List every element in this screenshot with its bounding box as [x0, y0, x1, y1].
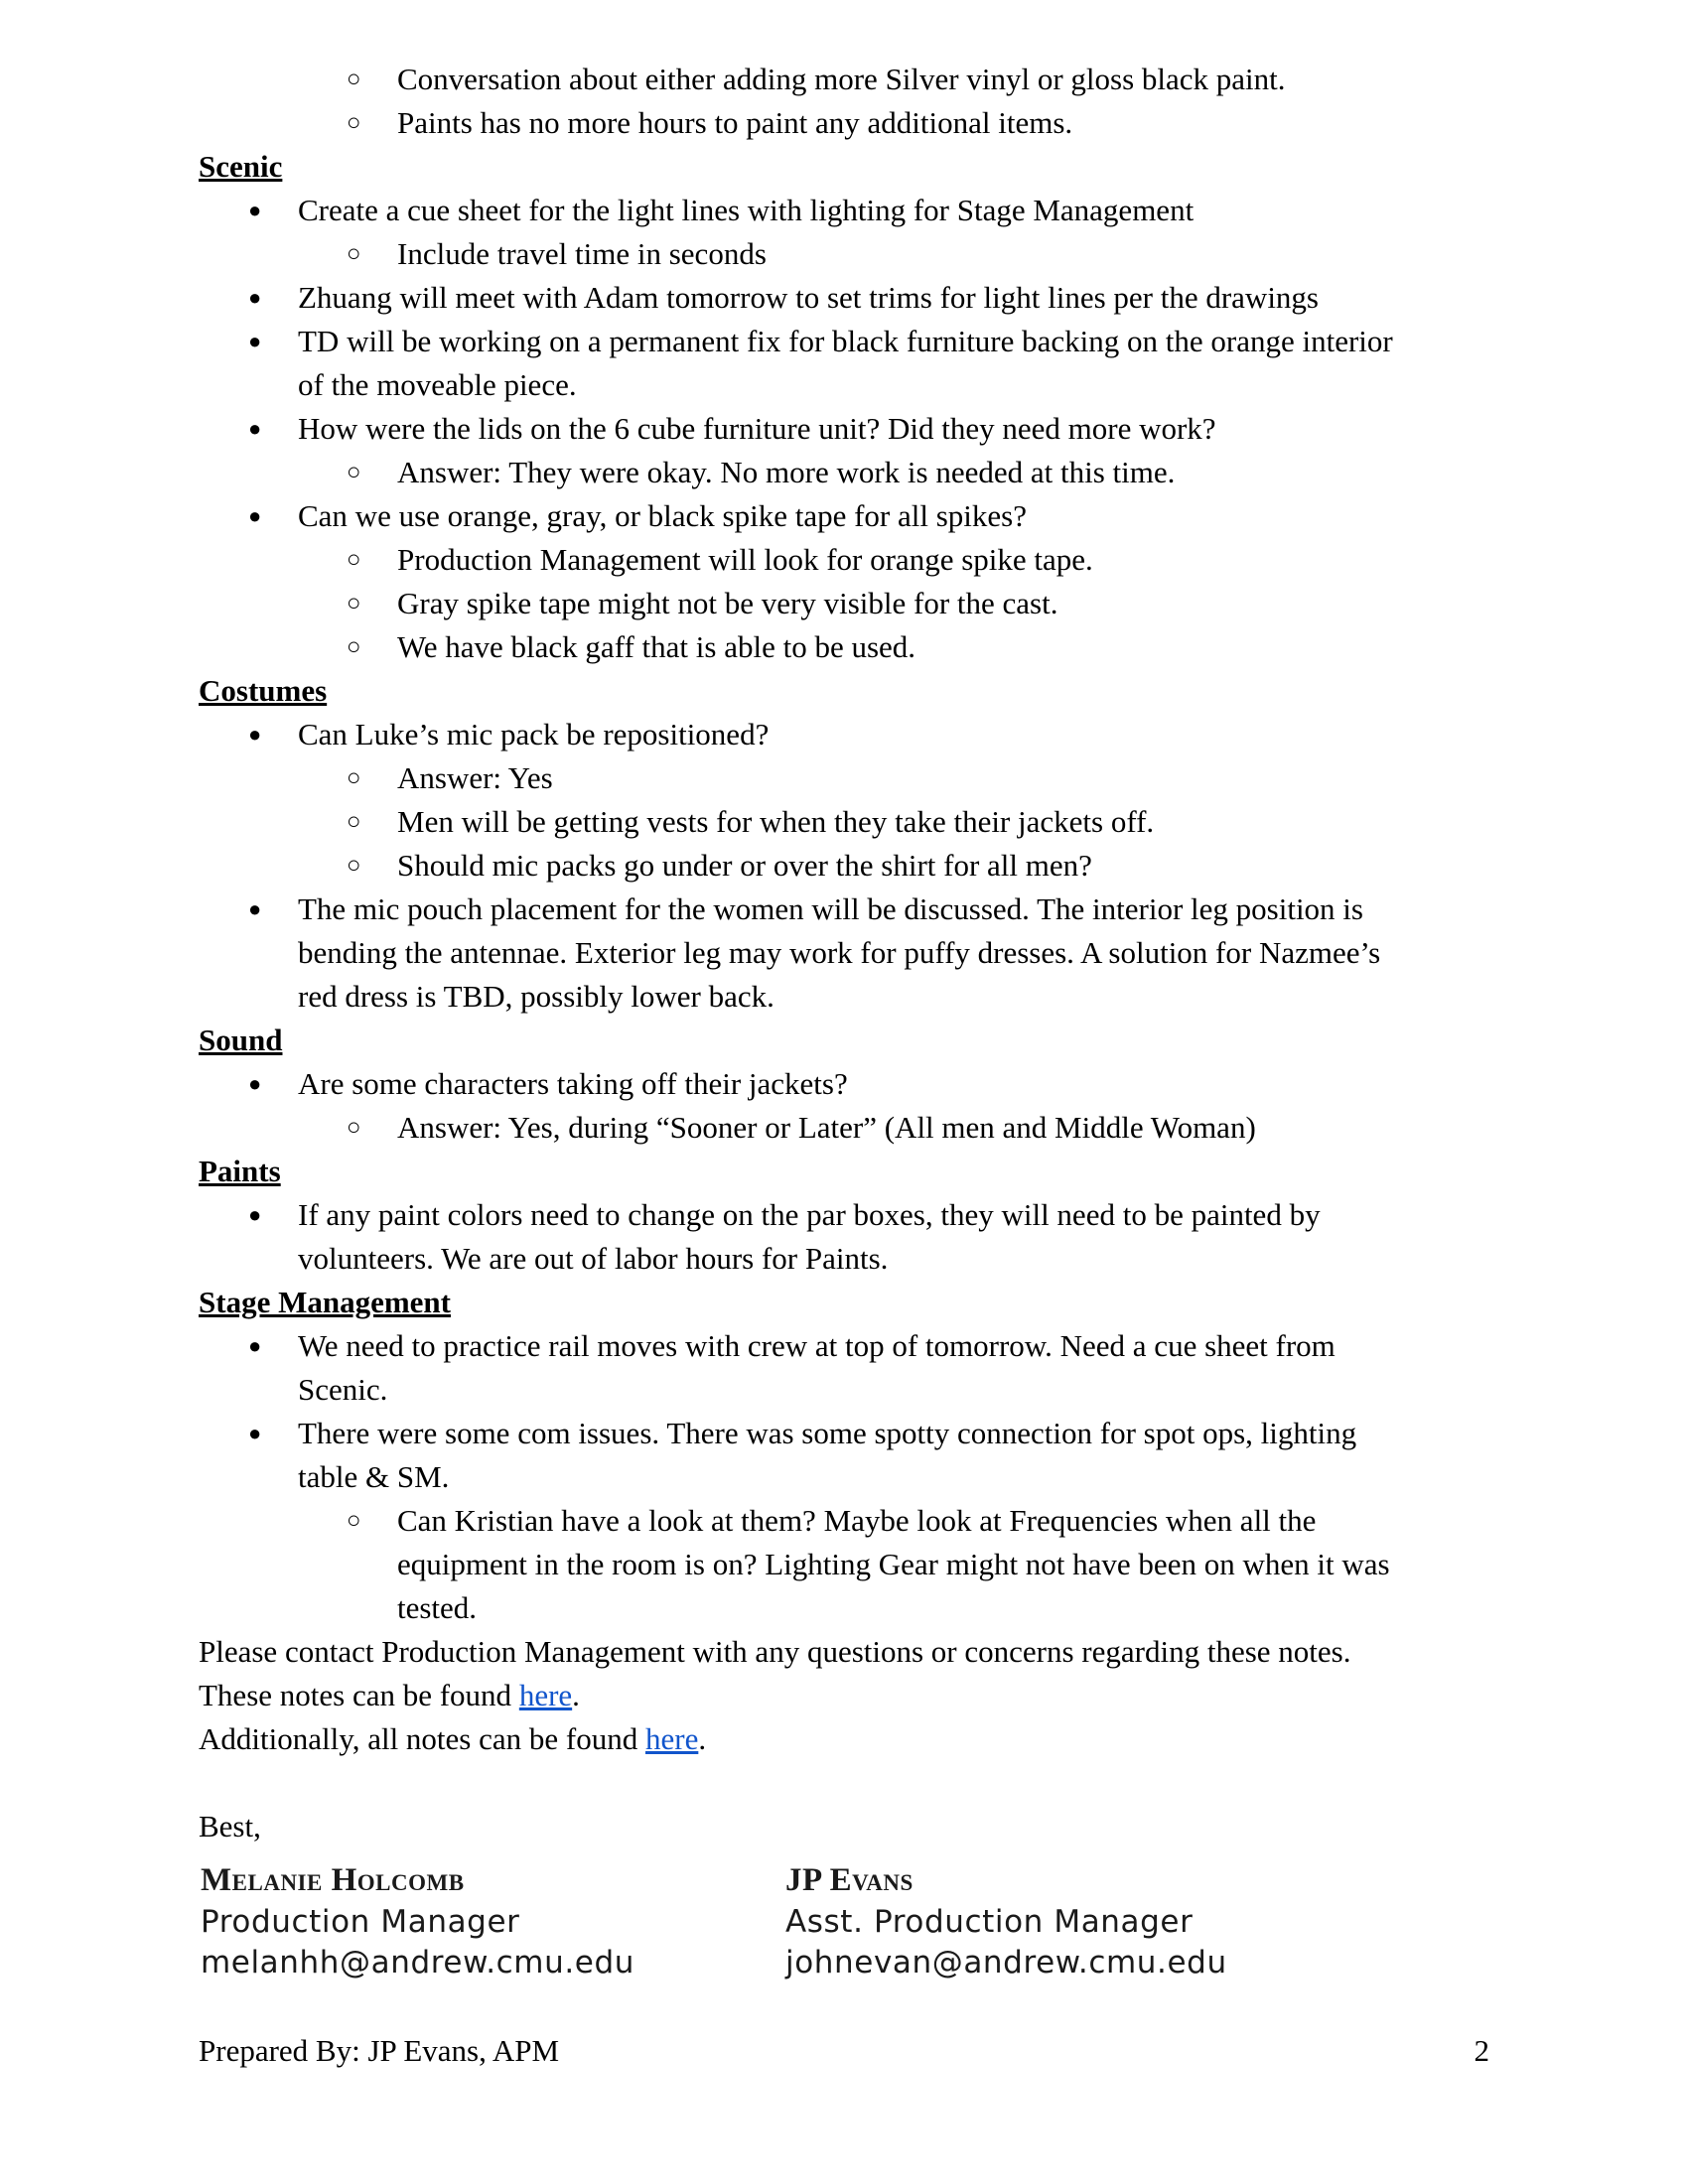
sub-list-item: ○ Men will be getting vests for when they take their jackets off.: [199, 800, 1489, 844]
sub-list-item: ○ We have black gaff that is able to be used.: [199, 625, 1489, 669]
spacer: [199, 1761, 1489, 1805]
sub-list-item: ○ Should mic packs go under or over the shirt for all men?: [199, 844, 1489, 887]
signature-title: Asst. Production Manager: [785, 1904, 1194, 1940]
signature-title: Production Manager: [201, 1904, 520, 1940]
list-item: ○ Paints has no more hours to paint any additional items.: [199, 101, 1489, 145]
sub-list-item: ○ Answer: Yes: [199, 756, 1489, 800]
all-notes-link[interactable]: here: [644, 1721, 699, 1756]
sub-list-item: ○ Answer: They were okay. No more work is needed at this time.: [199, 451, 1489, 494]
sub-list-item: ○ Can Kristian have a look at them? Maybe look at Frequencies when all the equipment in the room is on? Lighting Gear might not have been on when it was tested.: [199, 1499, 1489, 1630]
prepared-by: Prepared By: JP Evans, APM: [199, 2033, 560, 2068]
sub-list-item: ○ Include travel time in seconds: [199, 232, 1489, 276]
sub-list-item: ○ Gray spike tape might not be very visible for the cast.: [199, 582, 1489, 625]
document-body: [199, 58, 1489, 1848]
list-item: ● TD will be working on a permanent fix for black furniture backing on the orange interior of the moveable piece.: [199, 320, 1489, 407]
all-notes-prefix: Additionally, all notes can be found: [199, 1721, 645, 1756]
signature-production-manager: [201, 1858, 634, 1983]
section-heading-costumes: Costumes: [199, 673, 328, 708]
section-heading-sound: Sound: [199, 1023, 283, 1057]
notes-prefix: These notes can be found: [199, 1678, 519, 1712]
list-item: ● If any paint colors need to change on the par boxes, they will need to be painted by volunteers. We are out of labor hours for Paints.: [199, 1193, 1489, 1281]
sub-list-item: ○ Production Management will look for orange spike tape.: [199, 538, 1489, 582]
list-item: ● The mic pouch placement for the women will be discussed. The interior leg position is bending the antennae. Exterior leg may work for puffy dresses. A solution for Nazmee’s red dress is TBD, possibly lower back.: [199, 887, 1489, 1019]
list-item: ● Create a cue sheet for the light lines with lighting for Stage Management: [199, 189, 1489, 232]
signature-asst-production-manager: [785, 1858, 1227, 1983]
signature-email: johnevan@andrew.cmu.edu: [785, 1945, 1227, 1980]
page-footer: [199, 2033, 1489, 2069]
list-item: ● There were some com issues. There was some spotty connection for spot ops, lighting table & SM.: [199, 1412, 1489, 1499]
section-heading-paints: Paints: [199, 1154, 281, 1188]
notes-location: [199, 1674, 1489, 1717]
list-item: ● Zhuang will meet with Adam tomorrow to set trims for light lines per the drawings: [199, 276, 1489, 320]
signature-email: melanhh@andrew.cmu.edu: [201, 1945, 634, 1980]
list-item: ● Can we use orange, gray, or black spike tape for all spikes?: [199, 494, 1489, 538]
list-item: ● Can Luke’s mic pack be repositioned?: [199, 713, 1489, 756]
page-number: 2: [1474, 2033, 1489, 2068]
list-item: ● We need to practice rail moves with crew at top of tomorrow. Need a cue sheet from Scenic.: [199, 1324, 1489, 1412]
list-item: ● How were the lids on the 6 cube furniture unit? Did they need more work?: [199, 407, 1489, 451]
notes-suffix: .: [572, 1678, 580, 1712]
contact-text: Please contact Production Management with any questions or concerns regarding these notes.: [199, 1634, 1351, 1669]
signature-name: Melanie Holcomb: [201, 1862, 465, 1898]
signoff: Best,: [199, 1809, 261, 1843]
all-notes-location: [199, 1717, 1489, 1761]
notes-link[interactable]: here: [518, 1678, 573, 1712]
signature-name: JP Evans: [785, 1862, 914, 1898]
list-item: ○ Conversation about either adding more Silver vinyl or gloss black paint.: [199, 58, 1489, 101]
list-item: ● Are some characters taking off their jackets?: [199, 1062, 1489, 1106]
section-heading-stage-management: Stage Management: [199, 1285, 451, 1319]
sub-list-item: ○ Answer: Yes, during “Sooner or Later” (All men and Middle Woman): [199, 1106, 1489, 1150]
section-heading-scenic: Scenic: [199, 149, 283, 184]
all-notes-suffix: .: [698, 1721, 707, 1756]
